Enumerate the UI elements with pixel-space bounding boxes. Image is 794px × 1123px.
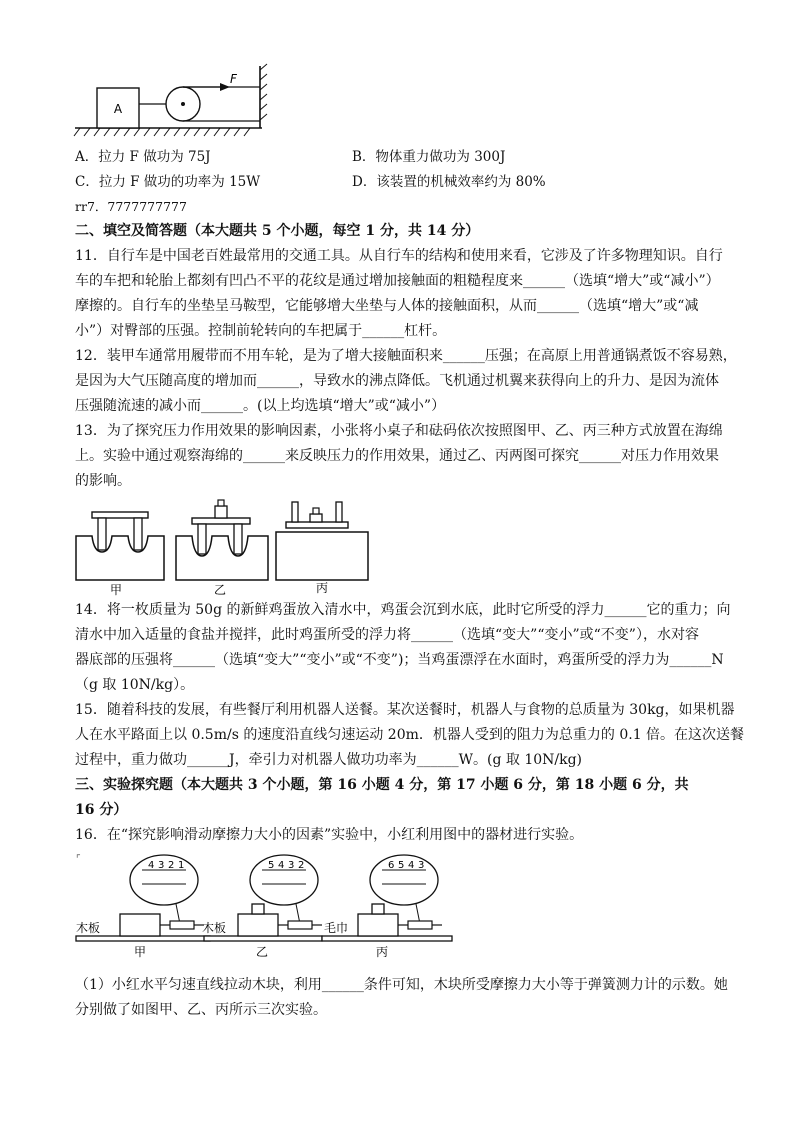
q14-line: （g 取 10N/kg）。 (75, 677, 195, 693)
q11-line: 摩擦的。自行车的坐垫呈马鞍型，它能够增大坐垫与人体的接触面积，从而______（选填“增大”或“减 (75, 298, 699, 314)
force-label: F (230, 72, 237, 86)
sponge-label-c: 丙 (315, 581, 329, 595)
q11-line: 车的车把和轮胎上都刻有凹凸不平的花纹是通过增加接触面的粗糙程度来______（选填“增大”或“减小”） (75, 273, 720, 289)
friction-label-c: 丙 (375, 945, 389, 959)
q10-option-a: A．拉力 F 做功为 75J (75, 149, 211, 165)
force-arrow (220, 83, 230, 91)
sponge-label-a: 甲 (109, 583, 123, 597)
scale-a-num: 3 (158, 860, 165, 871)
scale-a-num: 2 (168, 860, 175, 871)
scale-c-num: 5 (398, 860, 405, 871)
scale-c-num: 4 (408, 860, 415, 871)
q11-line: 11．自行车是中国老百姓最常用的交通工具。从自行车的结构和使用来看，它涉及了许多物理知识。自行 (75, 248, 723, 264)
sponge-diagram (72, 492, 372, 598)
q15-line: 过程中，重力做功______J，牵引力对机器人做功功率为______W。(g 取 10N/kg) (75, 752, 583, 768)
q16-1-line: 分别做了如图甲、乙、丙所示三次实验。 (75, 1002, 327, 1018)
surface-label-b: 木板 (202, 921, 227, 935)
friction-diagram (72, 850, 462, 962)
q11-line: 小”）对臀部的压强。控制前轮转向的车把属于______杠杆。 (75, 323, 447, 339)
q12-line: 12．装甲车通常用履带而不用车轮，是为了增大接触面积来______压强；在高原上用普通锅煮饭不容易熟， (75, 348, 737, 364)
q16-1-line: （1）小红水平匀速直线拉动木块，利用______条件可知，木块所受摩擦力大小等于弹簧测力计的示数。她 (75, 977, 728, 993)
friction-figure (72, 850, 462, 962)
surface-label-c: 毛巾 (324, 921, 349, 935)
scale-a-num: 1 (178, 860, 185, 871)
section3-heading: 16 分） (75, 802, 128, 818)
pulley-figure (70, 60, 270, 140)
q13-line: 13．为了探究压力作用效果的影响因素，小张将小桌子和砝码依次按照图甲、乙、丙三种方式放置在海绵 (75, 423, 723, 439)
q12-line: 是因为大气压随高度的增加而______，导致水的沸点降低。飞机通过机翼来获得向上的升力、是因为流体 (75, 373, 719, 389)
q15-line: 人在水平路面上以 0.5m/s 的速度沿直线匀速运动 20m．机器人受到的阻力为总重力的 0.1 倍。在这次送餐 (75, 727, 745, 743)
section3-heading: 三、实验探究题（本大题共 3 个小题，第 16 小题 4 分，第 17 小题 6 分，第 18 小题 6 分，共 (75, 777, 689, 793)
scale-c-num: 6 (388, 860, 395, 871)
q16-intro: 16．在“探究影响滑动摩擦力大小的因素”实验中，小红利用图中的器材进行实验。 (75, 827, 584, 843)
scale-c-num: 3 (418, 860, 425, 871)
block-a-label: A (113, 102, 123, 116)
scale-b-num: 3 (288, 860, 295, 871)
scale-a-num: 4 (148, 860, 155, 871)
friction-label-a: 甲 (133, 945, 147, 959)
scale-b-num: 2 (298, 860, 305, 871)
q14-line: 14．将一枚质量为 50g 的新鲜鸡蛋放入清水中，鸡蛋会沉到水底，此时它所受的浮力______它的重力；向 (75, 602, 731, 618)
pulley-diagram (70, 60, 270, 140)
q10-option-b: B．物体重力做功为 300J (352, 149, 506, 165)
q13-line: 上。实验中通过观察海绵的______来反映压力的作用效果，通过乙、丙两图可探究______对压力作用效果 (75, 448, 719, 464)
friction-label-b: 乙 (255, 945, 269, 959)
q14-line: 清水中加入适量的食盐并搅拌，此时鸡蛋所受的浮力将______（选填“变大”“变小”或“不变”），水对容 (75, 627, 699, 643)
q10-option-c: C．拉力 F 做功的功率为 15W (75, 174, 261, 190)
q15-line: 15．随着科技的发展，有些餐厅利用机器人送餐。某次送餐时，机器人与食物的总质量为 30kg，如果机器 (75, 702, 735, 718)
surface-label-a: 木板 (76, 921, 101, 935)
q14-line: 器底部的压强将______（选填“变大”“变小”或“不变”)；当鸡蛋漂浮在水面时，鸡蛋所受的浮力为______N (75, 652, 724, 668)
svg-text:⌜: ⌜ (76, 854, 81, 865)
scale-b-num: 5 (268, 860, 275, 871)
sponge-label-b: 乙 (213, 583, 227, 597)
sponge-figure (72, 492, 372, 598)
scale-b-num: 4 (278, 860, 285, 871)
q10-option-d: D．该装置的机械效率约为 80% (352, 174, 546, 190)
section2-heading: 二、填空及简答题（本大题共 5 个小题，每空 1 分，共 14 分） (75, 223, 480, 239)
stray-text: rr7．7777777777 (75, 199, 187, 214)
q13-line: 的影响。 (75, 473, 131, 489)
q12-line: 压强随流速的减小而______。(以上均选填“增大”或“减小”） (75, 398, 446, 414)
